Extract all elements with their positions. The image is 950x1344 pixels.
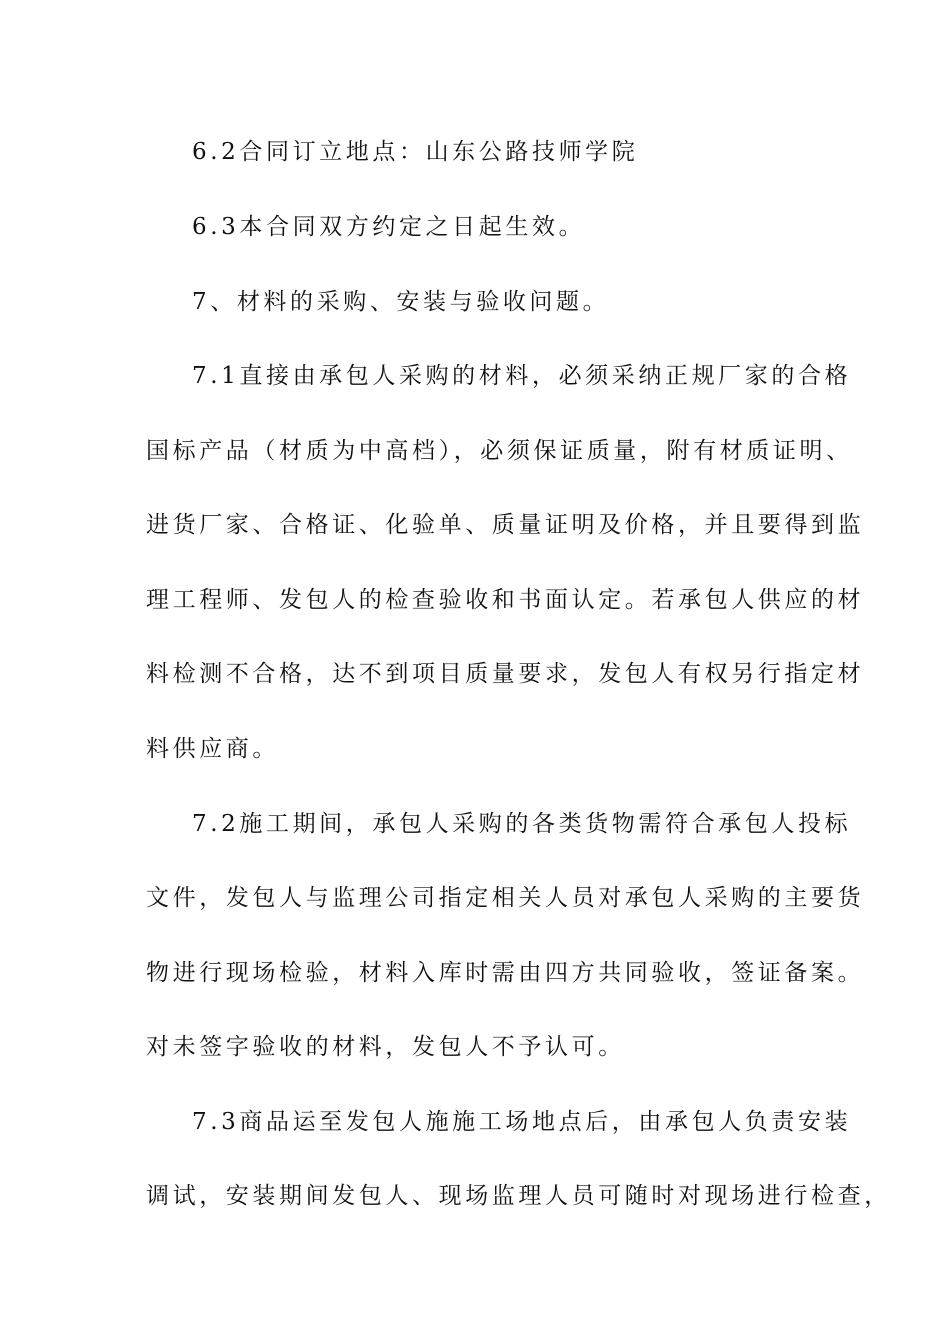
clause-7-1-line-6: 料供应商。 [146,736,279,762]
clause-7-1-line-4: 理工程师、发包人的检查验收和书面认定。若承包人供应的材 [146,587,865,613]
clause-7-3-line-2: 调试，安装期间发包人、现场监理人员可随时对现场进行检查， [146,1183,891,1209]
section-7-heading: 7、材料的采购、安装与验收问题。 [192,289,610,315]
clause-6-2-line: 6.2合同订立地点：山东公路技师学院 [192,139,639,165]
clause-7-1-line-5: 料检测不合格，达不到项目质量要求，发包人有权另行指定材 [146,661,865,687]
clause-6-3-line: 6.3本合同双方约定之日起生效。 [192,214,586,240]
clause-7-2-line-4: 对未签字验收的材料，发包人不予认可。 [146,1034,625,1060]
clause-7-2-line-1: 7.2施工期间，承包人采购的各类货物需符合承包人投标 [192,811,852,837]
clause-7-2-line-3: 物进行现场检验，材料入库时需由四方共同验收，签证备案。 [146,960,865,986]
clause-7-1-line-2: 国标产品（材质为中高档），必须保证质量，附有材质证明、 [146,438,853,464]
clause-7-1-line-3: 进货厂家、合格证、化验单、质量证明及价格，并且要得到监 [146,512,865,538]
clause-7-3-line-1: 7.3商品运至发包人施施工场地点后，由承包人负责安装 [192,1109,852,1135]
clause-7-1-line-1: 7.1直接由承包人采购的材料，必须采纳正规厂家的合格 [192,363,852,389]
clause-7-2-line-2: 文件，发包人与监理公司指定相关人员对承包人采购的主要货 [146,885,865,911]
